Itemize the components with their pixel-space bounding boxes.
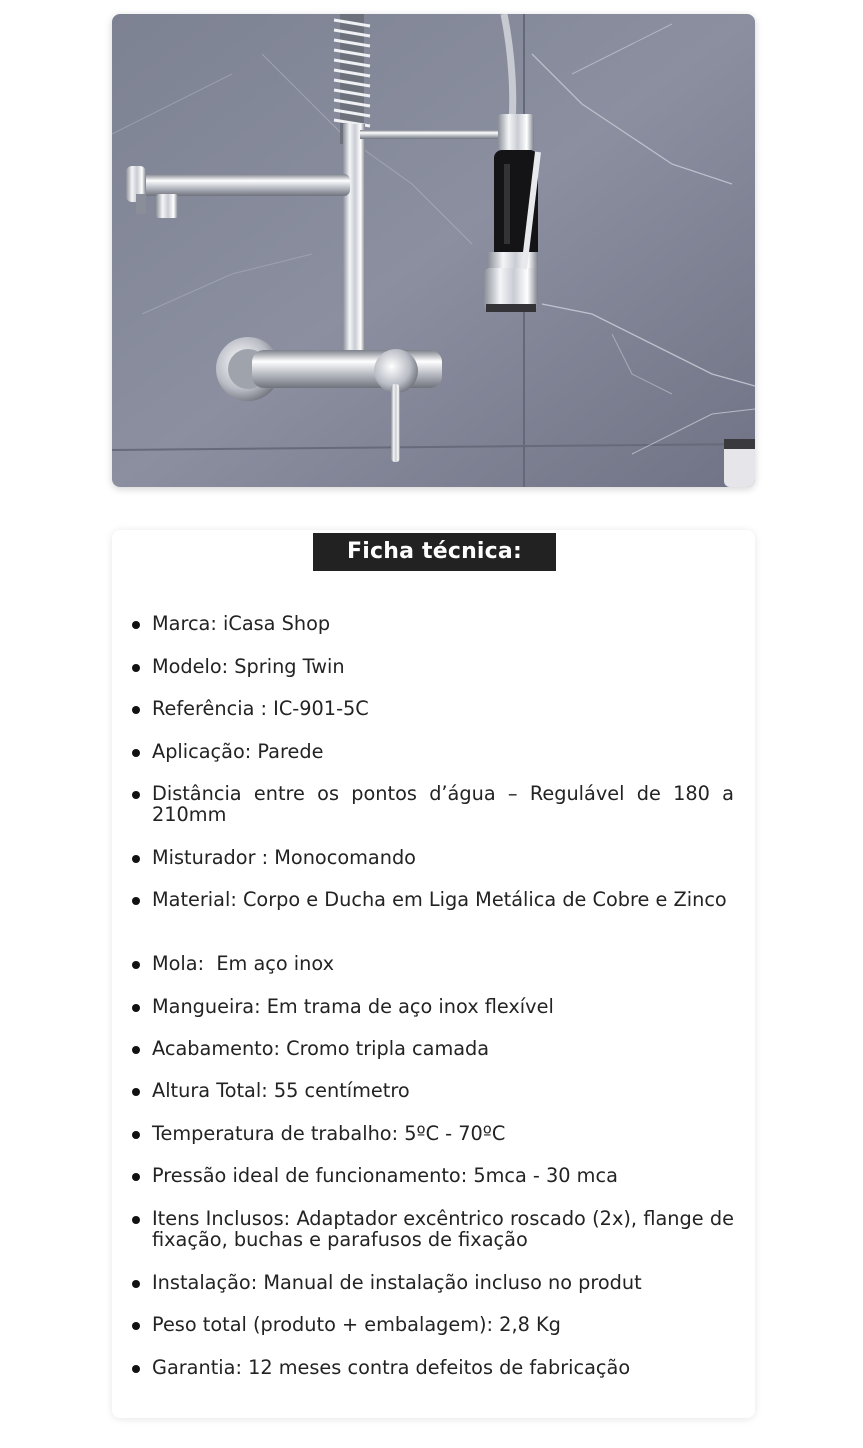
spec-item-brand bbox=[132, 613, 734, 634]
bullet-icon bbox=[132, 664, 140, 672]
spec-item-text: Pressão ideal de funcionamento: 5mca - 30 mca bbox=[152, 1164, 618, 1187]
spec-item-reference bbox=[132, 698, 734, 719]
spec-item-text: Distância entre os pontos d’água – Regulável de 180 a 210mm bbox=[152, 782, 734, 826]
bullet-icon bbox=[132, 1216, 140, 1224]
spec-item-text: Itens Inclusos: Adaptador excêntrico roscado (2x), flange de fixação, buchas e parafusos de fixação bbox=[152, 1207, 734, 1251]
spec-item-text: Material: Corpo e Ducha em Liga Metálica de Cobre e Zinco bbox=[152, 888, 727, 911]
spec-item-text: Misturador : Monocomando bbox=[152, 846, 416, 869]
bullet-icon bbox=[132, 1046, 140, 1054]
spec-item-weight bbox=[132, 1314, 734, 1335]
spec-item-text: Referência : IC-901-5C bbox=[152, 697, 369, 720]
spec-item-text: Peso total (produto + embalagem): 2,8 Kg bbox=[152, 1313, 561, 1336]
spec-item-text: Marca: iCasa Shop bbox=[152, 612, 331, 635]
spec-item-distance bbox=[132, 783, 734, 825]
spec-item-temperature bbox=[132, 1123, 734, 1144]
spec-item-mixer bbox=[132, 847, 734, 868]
spec-item-height bbox=[132, 1080, 734, 1101]
spec-item-text: Aplicação: Parede bbox=[152, 740, 324, 763]
bullet-icon bbox=[132, 791, 140, 799]
spec-item-warranty bbox=[132, 1357, 734, 1378]
bullet-icon bbox=[132, 1322, 140, 1330]
bullet-icon bbox=[132, 1173, 140, 1181]
spec-item-hose bbox=[132, 996, 734, 1017]
spec-item-text: Mangueira: Em trama de aço inox flexível bbox=[152, 995, 554, 1018]
spec-item-text: Acabamento: Cromo tripla camada bbox=[152, 1037, 490, 1060]
spec-item-application bbox=[132, 741, 734, 762]
spec-item-text: Temperatura de trabalho: 5ºC - 70ºC bbox=[152, 1122, 506, 1145]
spec-item-text: Garantia: 12 meses contra defeitos de fabricação bbox=[152, 1356, 631, 1379]
spec-sheet-card bbox=[112, 530, 755, 1418]
bullet-icon bbox=[132, 1365, 140, 1373]
spec-item-model bbox=[132, 656, 734, 677]
bullet-icon bbox=[132, 1280, 140, 1288]
spec-item-text: Mola: Em aço inox bbox=[152, 952, 334, 975]
spec-sheet-title: Ficha técnica: bbox=[313, 533, 556, 571]
bullet-icon bbox=[132, 1088, 140, 1096]
bullet-icon bbox=[132, 897, 140, 905]
spec-item-finish bbox=[132, 1038, 734, 1059]
bullet-icon bbox=[132, 855, 140, 863]
spec-item-installation bbox=[132, 1272, 734, 1293]
spec-item-text: Altura Total: 55 centímetro bbox=[152, 1079, 410, 1102]
spec-item-material bbox=[132, 889, 734, 910]
bullet-icon bbox=[132, 1004, 140, 1012]
faucet-illustration bbox=[112, 14, 755, 487]
product-image bbox=[112, 14, 755, 487]
bullet-icon bbox=[132, 621, 140, 629]
spec-item-included bbox=[132, 1208, 734, 1250]
spec-item-text: Modelo: Spring Twin bbox=[152, 655, 345, 678]
bullet-icon bbox=[132, 749, 140, 757]
bullet-icon bbox=[132, 706, 140, 714]
spec-item-pressure bbox=[132, 1165, 734, 1186]
spec-item-spring bbox=[132, 953, 734, 974]
bullet-icon bbox=[132, 961, 140, 969]
spec-item-text: Instalação: Manual de instalação incluso no produt bbox=[152, 1271, 642, 1294]
bullet-icon bbox=[132, 1131, 140, 1139]
